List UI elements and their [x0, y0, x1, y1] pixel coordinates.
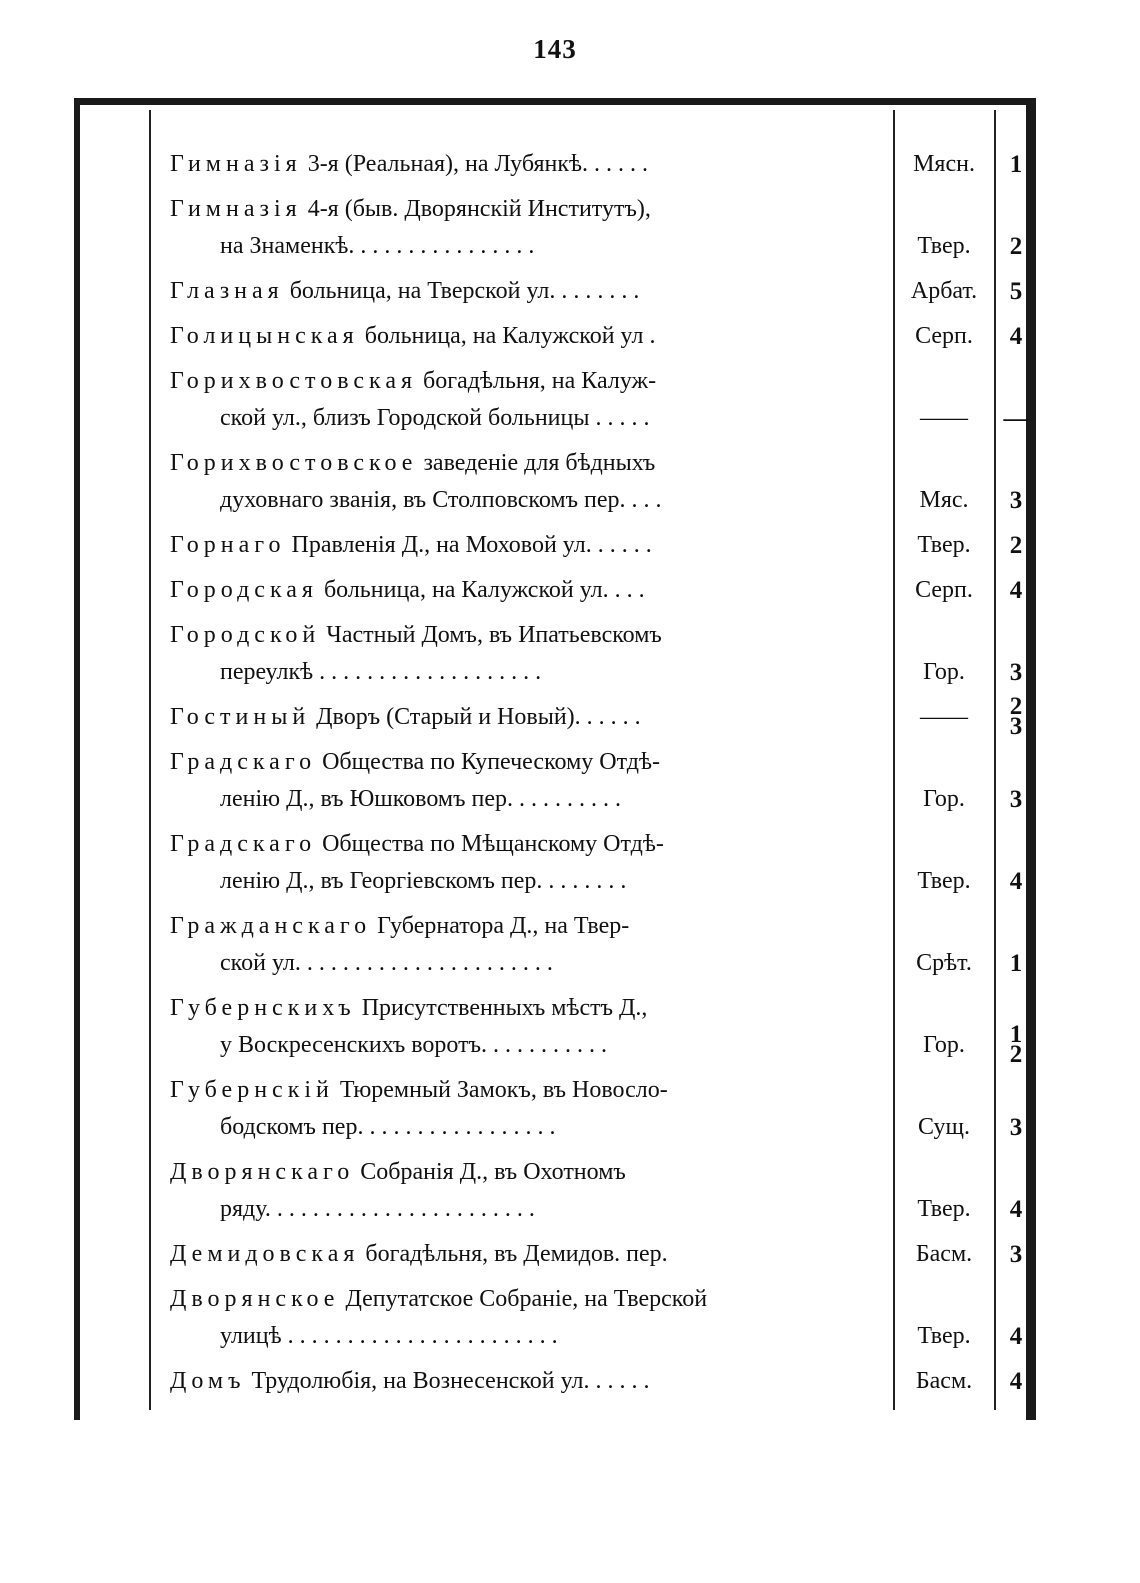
entry-detail: Депутатское Собраніе, на Тверской — [345, 1286, 708, 1312]
entry-line — [170, 572, 1030, 609]
entry-text — [170, 826, 664, 863]
entry-name: Домъ — [170, 1368, 246, 1394]
directory-table — [170, 146, 1030, 1408]
entry-text — [220, 945, 553, 982]
entry-line — [170, 363, 1030, 400]
ward-cell: 4 — [1009, 868, 1023, 895]
table-row — [170, 1154, 1030, 1228]
ward-cell: 1 — [1009, 950, 1023, 977]
ward-cell: 4 — [1009, 1368, 1023, 1395]
entry-detail: Трудолюбія, на Вознесенской ул. . . . . . — [251, 1368, 650, 1394]
entry-text — [170, 445, 655, 482]
entry-detail: ской ул. . . . . . . . . . . . . . . . . . . . . . — [220, 950, 553, 976]
entry-detail: ской ул., близъ Городской больницы . . . . . — [220, 405, 650, 431]
entry-line — [170, 1318, 1030, 1355]
entry-line — [170, 146, 1030, 183]
entry-detail: Дворъ (Старый и Новый). . . . . . — [316, 704, 641, 730]
table-row — [170, 990, 1030, 1068]
entry-text — [220, 482, 662, 519]
entry-detail: 4-я (быв. Дворянскій Институтъ), — [307, 196, 651, 222]
table-row — [170, 826, 1030, 900]
entry-detail: Собранія Д., въ Охотномъ — [360, 1159, 626, 1185]
table-row — [170, 1363, 1030, 1400]
entry-text — [220, 1318, 558, 1355]
district-cell: —— — [920, 704, 968, 730]
ward-cell: 1 2 — [1009, 1021, 1023, 1068]
entry-line — [170, 863, 1030, 900]
entry-name: Губернскихъ — [170, 995, 356, 1021]
entry-text — [170, 744, 660, 781]
table-row — [170, 273, 1030, 310]
entry-text — [170, 617, 662, 654]
entry-name: Гимназія — [170, 151, 302, 177]
table-row — [170, 908, 1030, 982]
district-cell: Мясн. — [913, 151, 975, 177]
entry-text — [220, 400, 649, 437]
entry-line — [170, 1281, 1030, 1318]
entry-line — [170, 693, 1030, 740]
table-row — [170, 744, 1030, 818]
entry-line — [170, 527, 1030, 564]
entry-line — [170, 990, 1030, 1027]
entry-text — [170, 572, 645, 609]
entry-line — [170, 228, 1030, 265]
ward-cell: 2 — [1009, 532, 1023, 559]
entry-detail: богадѣльня, на Калуж- — [423, 368, 657, 394]
entry-name: Горнаго — [170, 532, 286, 558]
ward-cell: 3 — [1009, 1241, 1023, 1268]
entry-text — [170, 273, 639, 310]
district-cell: Твер. — [917, 868, 971, 894]
entry-text — [170, 1281, 707, 1318]
entry-name: Горихвостовская — [170, 368, 418, 394]
entry-line — [170, 1236, 1030, 1273]
entry-line — [170, 744, 1030, 781]
entry-line — [170, 273, 1030, 310]
entry-text — [170, 363, 656, 400]
entry-detail: духовнаго званія, въ Столповскомъ пер. . . . — [220, 487, 662, 513]
entry-detail: Губернатора Д., на Твер- — [377, 913, 630, 939]
ward-cell: 4 — [1009, 323, 1023, 350]
district-cell: —— — [920, 405, 968, 431]
district-cell: Сущ. — [918, 1114, 970, 1140]
district-cell: Гор. — [923, 786, 965, 812]
entry-name: Градскаго — [170, 749, 317, 775]
entry-detail: улицѣ . . . . . . . . . . . . . . . . . . . . . . . — [220, 1323, 558, 1349]
entry-line — [170, 654, 1030, 691]
district-cell: Твер. — [917, 1323, 971, 1349]
entry-text — [170, 1154, 626, 1191]
entry-line — [170, 191, 1030, 228]
district-cell: Басм. — [915, 1241, 973, 1267]
entry-text — [170, 908, 629, 945]
ward-cell: — — [1003, 405, 1029, 432]
district-cell: Серп. — [915, 577, 973, 603]
entry-detail: больница, на Тверской ул. . . . . . . . — [289, 278, 640, 304]
entry-text — [220, 1027, 607, 1064]
entry-line — [170, 1072, 1030, 1109]
entry-text — [170, 1072, 668, 1109]
entry-name: Дворянскаго — [170, 1159, 355, 1185]
entry-text — [220, 1191, 535, 1228]
district-cell: Твер. — [917, 1196, 971, 1222]
ward-cell: 2 3 — [1009, 693, 1023, 740]
table-row — [170, 363, 1030, 437]
entry-text — [170, 699, 641, 736]
entry-text — [170, 1236, 668, 1273]
entry-name: Градскаго — [170, 831, 317, 857]
entry-line — [170, 1109, 1030, 1146]
district-cell: Серп. — [915, 323, 973, 349]
entry-text — [170, 318, 655, 355]
entry-detail: заведеніе для бѣдныхъ — [423, 450, 656, 476]
ward-cell: 3 — [1009, 1114, 1023, 1141]
entry-text — [220, 781, 621, 818]
entry-name: Городской — [170, 622, 321, 648]
entry-text — [170, 191, 651, 228]
entry-detail: ленію Д., въ Георгіевскомъ пер. . . . . . . . — [220, 868, 627, 894]
ward-cell: 4 — [1009, 577, 1023, 604]
entry-line — [170, 908, 1030, 945]
entry-line — [170, 826, 1030, 863]
district-cell: Твер. — [917, 233, 971, 259]
entry-name: Гимназія — [170, 196, 302, 222]
entry-line — [170, 617, 1030, 654]
table-row — [170, 572, 1030, 609]
table-row — [170, 191, 1030, 265]
ward-cell: 4 — [1009, 1323, 1023, 1350]
ward-cell: 3 — [1009, 786, 1023, 813]
entry-detail: Общества по Мѣщанскому Отдѣ- — [322, 831, 664, 857]
ward-cell: 4 — [1009, 1196, 1023, 1223]
entry-detail: Тюремный Замокъ, въ Новосло- — [339, 1077, 668, 1103]
ward-cell: 3 — [1009, 659, 1023, 686]
entry-name: Губернскій — [170, 1077, 334, 1103]
entry-line — [170, 1021, 1030, 1068]
entry-name: Городская — [170, 577, 318, 603]
entry-detail: переулкѣ . . . . . . . . . . . . . . . . . . . — [220, 659, 542, 685]
entry-detail: на Знаменкѣ. . . . . . . . . . . . . . . . — [220, 233, 535, 259]
entry-detail: Присутственныхъ мѣстъ Д., — [361, 995, 648, 1021]
entry-line — [170, 482, 1030, 519]
entry-name: Гостиный — [170, 704, 311, 730]
district-cell: Арбат. — [910, 278, 978, 304]
entry-detail: больница, на Калужской ул . — [364, 323, 656, 349]
entry-detail: больница, на Калужской ул. . . . — [323, 577, 645, 603]
entry-line — [170, 318, 1030, 355]
column-rule-left — [149, 110, 151, 1410]
entry-detail: бодскомъ пер. . . . . . . . . . . . . . . . . — [220, 1114, 556, 1140]
entry-line — [170, 1154, 1030, 1191]
entry-text — [170, 1363, 650, 1400]
table-row — [170, 1236, 1030, 1273]
entry-name: Гражданскаго — [170, 913, 372, 939]
entry-name: Глазная — [170, 278, 284, 304]
table-row — [170, 527, 1030, 564]
entry-text — [170, 990, 647, 1027]
page-number: 143 — [533, 34, 577, 64]
table-row — [170, 318, 1030, 355]
entry-line — [170, 1191, 1030, 1228]
entry-text — [170, 146, 648, 183]
entry-line — [170, 945, 1030, 982]
entry-text — [220, 1109, 555, 1146]
ward-cell: 2 — [1009, 233, 1023, 260]
table-row — [170, 146, 1030, 183]
entry-detail: 3-я (Реальная), на Лубянкѣ. . . . . . — [307, 151, 649, 177]
table-row — [170, 1072, 1030, 1146]
entry-detail: Частный Домъ, въ Ипатьевскомъ — [326, 622, 662, 648]
entry-name: Демидовская — [170, 1241, 360, 1267]
district-cell: Басм. — [915, 1368, 973, 1394]
ward-cell: 3 — [1009, 487, 1023, 514]
entry-detail: ленію Д., въ Юшковомъ пер. . . . . . . . . . — [220, 786, 621, 812]
district-cell: Твер. — [917, 532, 971, 558]
ward-cell: 5 — [1009, 278, 1023, 305]
entry-text — [220, 228, 534, 265]
entry-text — [220, 654, 541, 691]
ward-cell: 1 — [1009, 151, 1023, 178]
entry-line — [170, 781, 1030, 818]
entry-name: Дворянское — [170, 1286, 340, 1312]
table-row — [170, 1281, 1030, 1355]
entry-line — [170, 400, 1030, 437]
entry-detail: Общества по Купеческому Отдѣ- — [322, 749, 660, 775]
entry-line — [170, 1363, 1030, 1400]
table-row — [170, 693, 1030, 740]
entry-detail: богадѣльня, въ Демидов. пер. — [365, 1241, 668, 1267]
entry-detail: у Воскресенскихъ воротъ. . . . . . . . . . . — [220, 1032, 608, 1058]
entry-line — [170, 445, 1030, 482]
table-row — [170, 445, 1030, 519]
entry-detail: Правленія Д., на Моховой ул. . . . . . — [291, 532, 652, 558]
district-cell: Гор. — [923, 1032, 965, 1058]
entry-name: Горихвостовское — [170, 450, 418, 476]
table-row — [170, 617, 1030, 691]
district-cell: Гор. — [923, 659, 965, 685]
entry-detail: ряду. . . . . . . . . . . . . . . . . . . . . . . — [220, 1196, 535, 1222]
district-cell: Мяс. — [919, 487, 969, 513]
entry-name: Голицынская — [170, 323, 359, 349]
entry-text — [220, 863, 626, 900]
entry-text — [170, 527, 652, 564]
district-cell: Срѣт. — [916, 950, 972, 976]
